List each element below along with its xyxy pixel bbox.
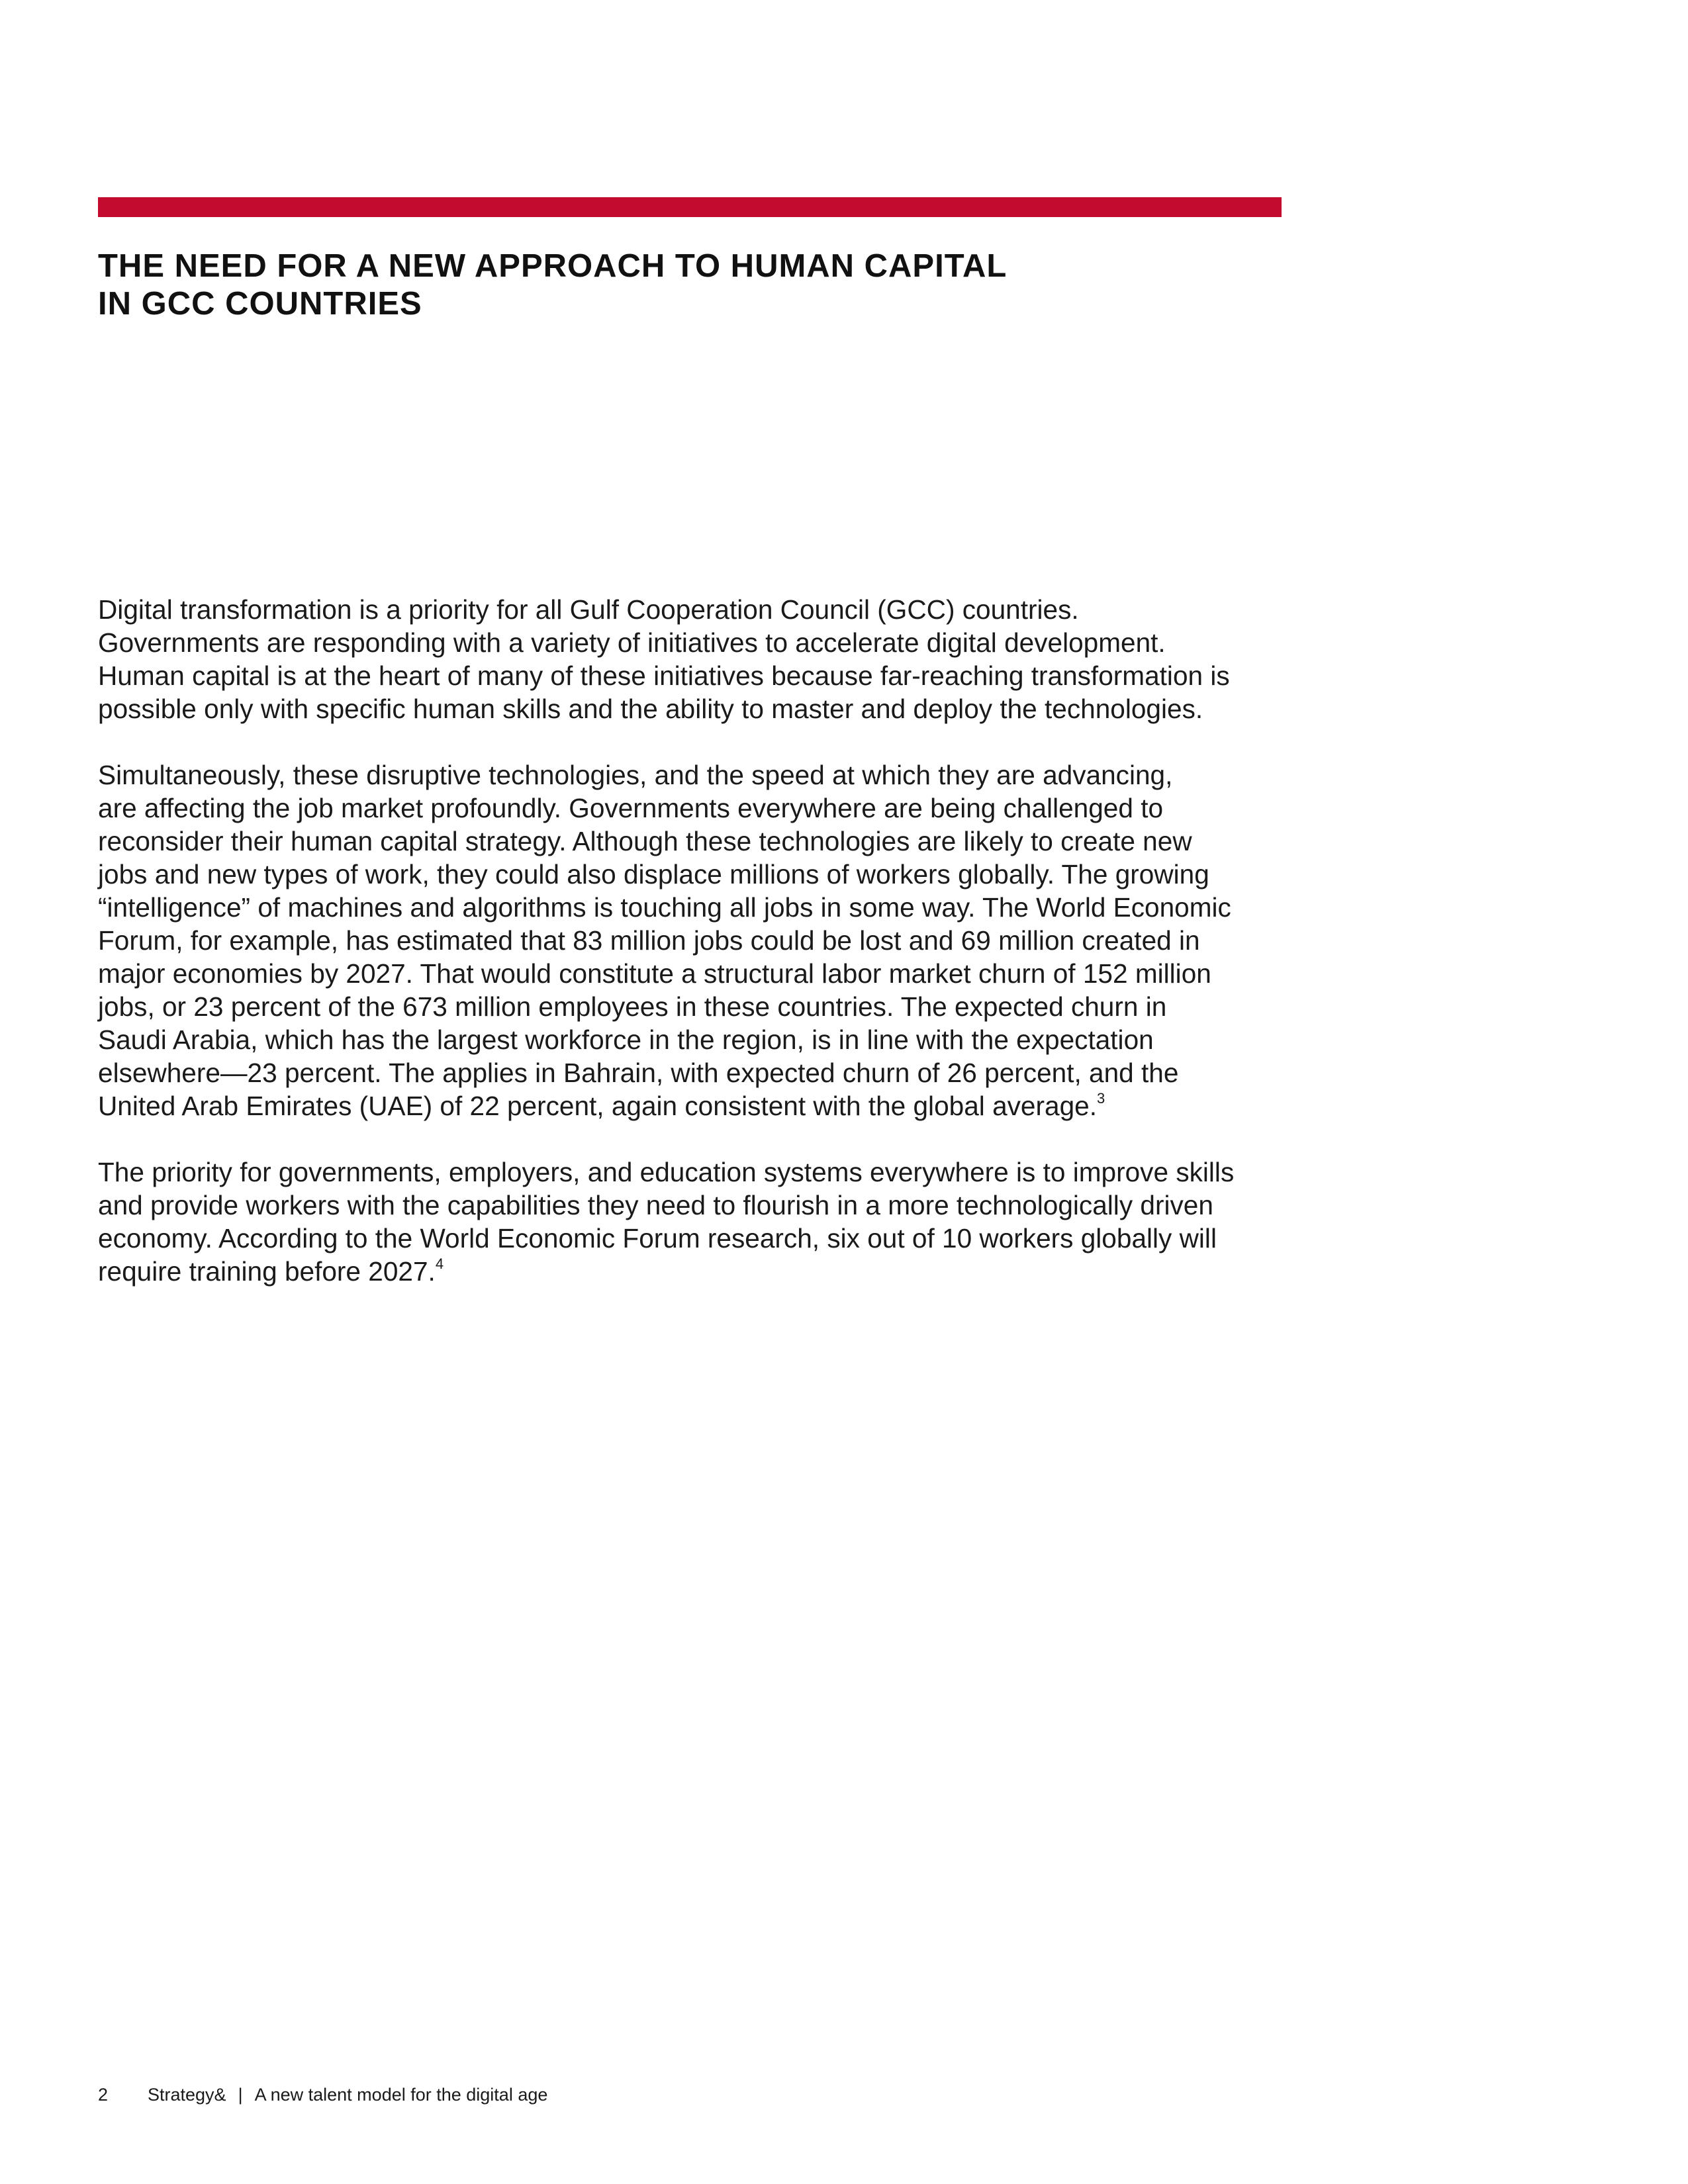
paragraph-line: Forum, for example, has estimated that 83 million jobs could be lost and 69 million created in bbox=[98, 925, 1200, 956]
paragraph-line: possible only with specific human skills and the ability to master and deploy the technologies. bbox=[98, 694, 1203, 724]
paragraph-line: economy. According to the World Economic Forum research, six out of 10 workers globally will bbox=[98, 1223, 1217, 1253]
paragraph-line: Saudi Arabia, which has the largest workforce in the region, is in line with the expectation bbox=[98, 1024, 1154, 1055]
paragraph-line: and provide workers with the capabilities they need to flourish in a more technologically driven bbox=[98, 1190, 1213, 1220]
paragraph-3 bbox=[98, 1156, 1289, 1288]
paragraph-line-last bbox=[98, 1255, 1289, 1288]
footnote-marker: 3 bbox=[1096, 1090, 1105, 1107]
footer-publication-title: A new talent model for the digital age bbox=[254, 2085, 548, 2105]
paragraph-line-last bbox=[98, 1089, 1289, 1122]
page-footer bbox=[98, 2083, 547, 2106]
footnote-marker: 4 bbox=[435, 1255, 444, 1272]
footer-separator: | bbox=[238, 2085, 243, 2105]
paragraph-2 bbox=[98, 758, 1289, 1122]
section-title-line-1: THE NEED FOR A NEW APPROACH TO HUMAN CAPITAL bbox=[98, 248, 1008, 284]
header-accent-bar bbox=[98, 197, 1282, 217]
paragraph-1 bbox=[98, 593, 1289, 725]
paragraph-line: The priority for governments, employers, and education systems everywhere is to improve skills bbox=[98, 1157, 1235, 1187]
paragraph-line: reconsider their human capital strategy. Although these technologies are likely to create new bbox=[98, 826, 1192, 856]
paragraph-line-text: United Arab Emirates (UAE) of 22 percent, again consistent with the global average. bbox=[98, 1091, 1097, 1121]
page-number: 2 bbox=[98, 2085, 109, 2105]
paragraph-line: jobs and new types of work, they could also displace millions of workers globally. The growing bbox=[98, 859, 1209, 889]
paragraph-line: Simultaneously, these disruptive technologies, and the speed at which they are advancing, bbox=[98, 760, 1173, 790]
section-title-line-2: IN GCC COUNTRIES bbox=[98, 286, 422, 322]
paragraph-line: major economies by 2027. That would constitute a structural labor market churn of 152 million bbox=[98, 958, 1211, 989]
paragraph-line: are affecting the job market profoundly. Governments everywhere are being challenged to bbox=[98, 793, 1164, 823]
paragraph-line: “intelligence” of machines and algorithms is touching all jobs in some way. The World Economic bbox=[98, 892, 1231, 923]
body-text bbox=[98, 593, 1289, 1321]
paragraph-line: jobs, or 23 percent of the 673 million employees in these countries. The expected churn in bbox=[98, 991, 1167, 1022]
paragraph-line: Human capital is at the heart of many of these initiatives because far-reaching transformation is bbox=[98, 660, 1230, 691]
footer-brand: Strategy& bbox=[148, 2085, 226, 2105]
section-title bbox=[98, 248, 1223, 323]
paragraph-line-text: require training before 2027. bbox=[98, 1256, 436, 1287]
paragraph-line: Governments are responding with a variety of initiatives to accelerate digital development. bbox=[98, 627, 1166, 658]
paragraph-line: Digital transformation is a priority for all Gulf Cooperation Council (GCC) countries. bbox=[98, 594, 1079, 625]
paragraph-line: elsewhere—23 percent. The applies in Bahrain, with expected churn of 26 percent, and the bbox=[98, 1058, 1179, 1088]
